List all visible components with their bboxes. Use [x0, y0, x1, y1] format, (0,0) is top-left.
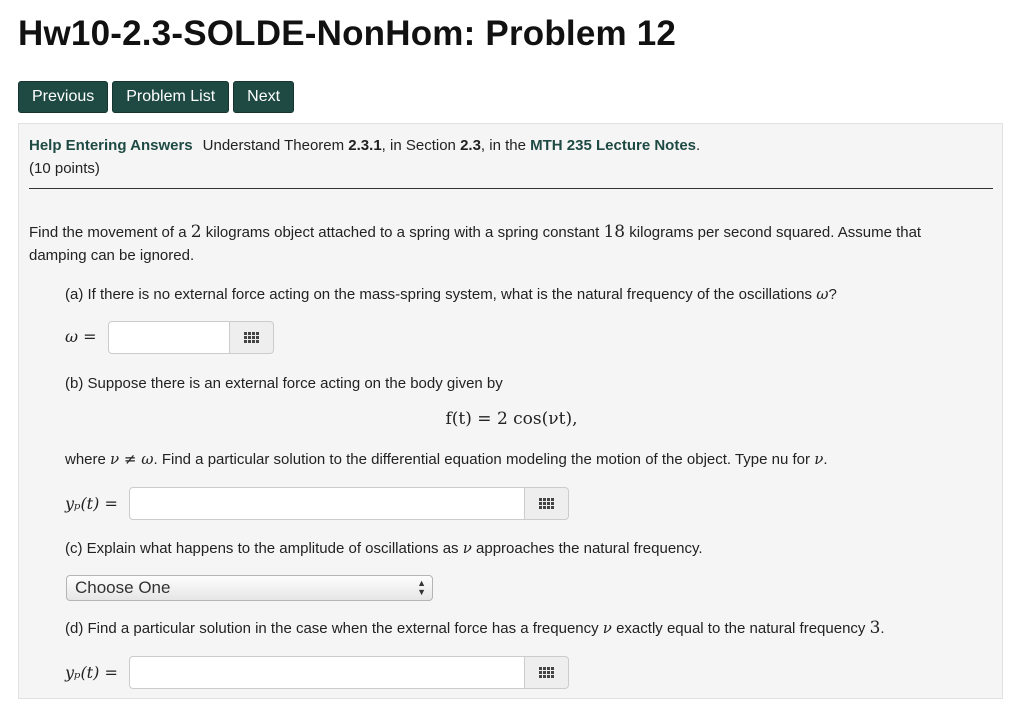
answer-d-label: yₚ(t) =: [65, 663, 118, 682]
force-equation-text: f(t) = 2 cos(νt),: [445, 409, 578, 429]
intro-part2: kilograms object attached to a spring with a spring constant: [201, 224, 604, 241]
problem-header: [29, 137, 700, 154]
help-entering-answers-link[interactable]: Help Entering Answers: [29, 137, 193, 154]
nu-symbol: ν: [602, 619, 612, 637]
part-d-end: .: [880, 620, 885, 637]
next-button[interactable]: Next: [233, 81, 294, 113]
note-prefix: Understand Theorem: [202, 137, 349, 154]
equation-editor-button-d[interactable]: [525, 656, 569, 689]
previous-button[interactable]: Previous: [18, 81, 108, 113]
part-d-part2: exactly equal to the natural frequency: [611, 620, 870, 637]
problem-intro: [29, 221, 994, 267]
where-text: [65, 448, 828, 471]
theorem-number: 2.3.1: [348, 137, 382, 154]
part-a-text: [65, 283, 837, 306]
grid-icon: [539, 498, 554, 509]
points-label: (10 points): [29, 160, 100, 177]
problem-nav: [18, 81, 294, 113]
part-a-question: (a) If there is no external force acting on the mass-spring system, what is the natural frequency of the oscillations: [65, 286, 817, 303]
spring-constant-value: 18: [603, 222, 626, 242]
nu-neq-omega: ν ≠ ω: [110, 450, 154, 468]
where-part1: where: [65, 451, 111, 468]
part-d-part1: (d) Find a particular solution in the case when the external force has a frequency: [65, 620, 603, 637]
intro-line2: damping can be ignored.: [29, 247, 195, 264]
divider: [29, 188, 993, 189]
answer-b-label: yₚ(t) =: [65, 494, 118, 513]
intro-part1: Find the movement of a: [29, 224, 191, 241]
amplitude-select[interactable]: [66, 575, 433, 601]
lecture-notes-link[interactable]: MTH 235 Lecture Notes: [530, 137, 697, 154]
grid-icon: [539, 667, 554, 678]
where-part2: . Find a particular solution to the differential equation modeling the motion of the object. Type nu for: [153, 451, 815, 468]
part-b-text: (b) Suppose there is an external force acting on the body given by: [65, 375, 503, 392]
omega-symbol: ω: [816, 285, 829, 303]
nu-symbol: ν: [462, 539, 472, 557]
select-arrows-icon: ▲ ▼: [417, 578, 426, 597]
select-value: Choose One: [75, 578, 171, 597]
part-c-part2: approaches the natural frequency.: [471, 540, 703, 557]
mass-value: 2: [190, 222, 202, 242]
problem-panel: [18, 123, 1003, 699]
intro-part3: kilograms per second squared. Assume that: [625, 224, 922, 241]
nu-symbol: ν: [814, 450, 824, 468]
natural-frequency-value: 3: [869, 618, 881, 638]
note-end: .: [696, 137, 701, 154]
answer-d-input[interactable]: [129, 656, 525, 689]
answer-a-label: ω =: [65, 327, 97, 346]
note-mid1: , in Section: [381, 137, 461, 154]
problem-list-button[interactable]: Problem List: [112, 81, 229, 113]
force-equation: [19, 409, 1004, 429]
page-title: Hw10-2.3-SOLDE-NonHom: Problem 12: [18, 14, 677, 53]
equation-editor-button-a[interactable]: [230, 321, 274, 354]
section-number: 2.3: [460, 137, 481, 154]
where-end: .: [823, 451, 828, 468]
part-c-part1: (c) Explain what happens to the amplitude of oscillations as: [65, 540, 463, 557]
part-c-text: [65, 537, 703, 560]
note-mid2: , in the: [480, 137, 531, 154]
part-d-text: [65, 617, 885, 640]
answer-b-input[interactable]: [129, 487, 525, 520]
grid-icon: [244, 332, 259, 343]
part-a-end: ?: [828, 286, 837, 303]
answer-a-input[interactable]: [108, 321, 230, 354]
equation-editor-button-b[interactable]: [525, 487, 569, 520]
